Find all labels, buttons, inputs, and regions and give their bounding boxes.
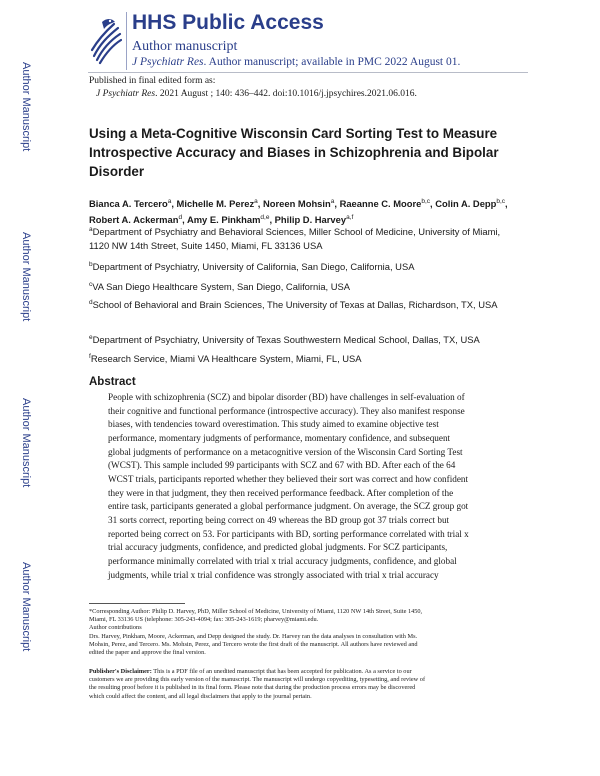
author-name: Amy E. Pinkham <box>186 214 261 226</box>
author-name: Michelle M. Perez <box>176 198 255 210</box>
affiliation-text: Department of Psychiatry, University of Texas Southwestern Medical School, Dallas, TX, USA <box>92 334 480 346</box>
availability-line <box>132 56 460 68</box>
publisher-disclaimer <box>89 668 519 701</box>
affiliation-key: e <box>89 334 93 341</box>
availability-text: . Author manuscript; available in PMC 2022 August 01. <box>203 56 461 68</box>
hhs-public-access-title: HHS Public Access <box>132 11 324 34</box>
abstract-line: entire task, participants generated a global performance judgment. On average, the SCZ group got <box>108 501 469 512</box>
author-name: Raeanne C. Moore <box>339 198 422 210</box>
footnote-rule <box>89 603 185 604</box>
header-divider <box>126 12 127 70</box>
affiliation-key: d <box>89 299 93 306</box>
author-affiliation-marker: a,f <box>346 214 354 222</box>
abstract-body <box>108 391 528 582</box>
citation-line <box>96 89 417 99</box>
abstract-line: People with schizophrenia (SCZ) and bipolar disorder (BD) have challenges in self-evaluation of <box>108 392 465 402</box>
author-name: Noreen Mohsin <box>263 198 331 210</box>
author-affiliation-marker: a <box>330 198 335 205</box>
abstract-line: trial accuracy judgments, confidence, and predicted global judgments. For SCZ participants, <box>108 542 448 553</box>
disclaimer-line: which could affect the content, and all legal disclaimers that apply to the journal pertain. <box>89 692 312 700</box>
disclaimer-line: the resulting proof before it is published in its final form. Please note that during the production process errors may be discovered <box>89 684 416 692</box>
author-name: Robert A. Ackerman <box>89 214 179 226</box>
author-name: Colin A. Depp <box>435 198 497 210</box>
footnote-line: *Corresponding Author: Philip D. Harvey, PhD, Miller School of Medicine, University of Miami, 1120 NW 14th Street, Suite 1450, <box>89 608 423 615</box>
affiliation <box>89 223 519 253</box>
published-label: Published in final edited form as: <box>89 76 216 86</box>
citation-journal: J Psychiatr Res <box>96 89 156 99</box>
disclaimer-line: Publisher's Disclaimer: This is a PDF file of an unedited manuscript that has been accepted for publication. As a service to our <box>89 668 412 675</box>
affiliation <box>89 350 519 366</box>
affiliation-text: Research Service, Miami VA Healthcare System, Miami, FL, USA <box>90 353 362 365</box>
author-manuscript-side-label: Author Manuscript <box>20 562 32 652</box>
author-manuscript-side-label: Author Manuscript <box>20 398 32 488</box>
affiliation <box>89 331 519 347</box>
abstract-line: WCST trials, participants reported whether they believed their sort was correct and how confident <box>108 473 469 484</box>
footnote-line: Mohsin, Perez, and Tercero. Ms. Mohsin, Perez, and Tercero wrote the first draft of the manuscript. All authors have reviewed and <box>89 640 418 648</box>
affiliation <box>89 278 519 294</box>
author-manuscript-side-label: Author Manuscript <box>20 232 32 322</box>
author-manuscript-side-label: Author Manuscript <box>20 62 32 152</box>
author-affiliation-marker: b,c <box>421 198 431 205</box>
footnote-line: Miami, FL 33136 US (telephone: 305-243-4094; fax: 305-243-1619; pharvey@miami.edu. <box>89 616 319 624</box>
author-affiliation-marker: d,e <box>260 214 270 222</box>
author-affiliation-marker: d <box>178 214 183 222</box>
author-affiliation-marker: a <box>167 198 172 205</box>
affiliation-key: f <box>89 353 91 360</box>
affiliation-text: Department of Psychiatry and Behavioral Sciences, Miller School of Medicine, University of Miami, 1120 NW 14th Street, Suite 1450, Miami, FL 33136 USA <box>89 226 501 252</box>
affiliation <box>89 296 519 312</box>
affiliation-text: School of Behavioral and Brain Sciences, The University of Texas at Dallas, Richardson, TX, USA <box>92 299 498 311</box>
disclaimer-label: Publisher's Disclaimer: <box>89 668 152 675</box>
affiliation-text: VA San Diego Healthcare System, San Diego, California, USA <box>92 281 351 293</box>
author-name: Bianca A. Tercero <box>89 198 168 210</box>
paper-title: Using a Meta-Cognitive Wisconsin Card Sorting Test to Measure Introspective Accuracy and Biases in Schizophrenia and Bipolar Disorder <box>89 126 499 179</box>
affiliation-key: a <box>89 226 93 233</box>
abstract-line: their cognitive and functional performance (introspective accuracy). They also manifest response <box>108 405 465 416</box>
affiliation-key: c <box>89 281 93 288</box>
abstract-line: reported being correct on 53. For participants with BD, sorting performance correlated with trial x <box>108 528 469 539</box>
abstract-line: judgments, while trial x trial confidence was strongly associated with trial x trial accuracy <box>108 569 439 580</box>
abstract-line: performance, momentary judgments of performance, momentary confidence, and subsequent <box>108 432 451 443</box>
hhs-eagle-logo-icon <box>88 14 122 66</box>
journal-name: J Psychiatr Res <box>132 56 204 68</box>
abstract-line: global judgments of performance on a metacognitive version of the Wisconsin Card Sorting Test <box>108 446 463 457</box>
abstract-line: 31 sorts correct, reporting being correct on 49 whereas the BD group got 37 trials correct but <box>108 514 450 525</box>
abstract-line: (WCST). This sample included 99 participants with SCZ and 67 with BD. After each of the 64 <box>108 460 456 471</box>
author-affiliation-marker: b,c <box>496 198 506 205</box>
affiliation-text: Department of Psychiatry, University of California, San Diego, California, USA <box>92 261 415 273</box>
header-rule <box>88 72 528 73</box>
author-list: Bianca A. Tercero$^a$, Michelle M. Perez$^a$, Noreen Mohsin$^a$, Raeanne C. Moore$^{b,c}$, Colin A. Depp$^{b,c}$, Robert A. Ackerman$^d$, Amy E. Pinkham$^{d,e}$, Philip D. Harvey$^{a,f}$ <box>89 198 508 226</box>
abstract-line: performance minimally correlated with trial x trial accuracy judgments, confidence, and global <box>108 555 457 566</box>
affiliation <box>89 258 519 274</box>
citation-text: . 2021 August ; 140: 436–442. doi:10.1016/j.jpsychires.2021.06.016. <box>155 89 417 99</box>
author-name: Philip D. Harvey <box>274 214 347 226</box>
disclaimer-line: customers we are providing this early version of the manuscript. The manuscript will undergo copyediting, typesetting, and review of <box>89 676 426 684</box>
author-affiliation-marker: a <box>254 198 258 205</box>
footnotes <box>89 608 519 657</box>
footnote-line: Author contributions <box>89 624 142 632</box>
abstract-heading: Abstract <box>89 376 136 388</box>
abstract-line: biases, with tendencies toward overestimation. This study aimed to examine objective test <box>108 419 439 430</box>
footnote-line: edited the paper and approve the final version. <box>89 649 206 657</box>
abstract-line: they were in that judgment, they then received performance feedback. After completion of the <box>108 487 454 498</box>
affiliation-key: b <box>89 261 93 268</box>
author-manuscript-subtitle: Author manuscript <box>132 39 238 54</box>
footnote-line: Drs. Harvey, Pinkham, Moore, Ackerman, and Depp designed the study. Dr. Harvey ran the data analyses in consultation with Ms. <box>89 632 418 640</box>
